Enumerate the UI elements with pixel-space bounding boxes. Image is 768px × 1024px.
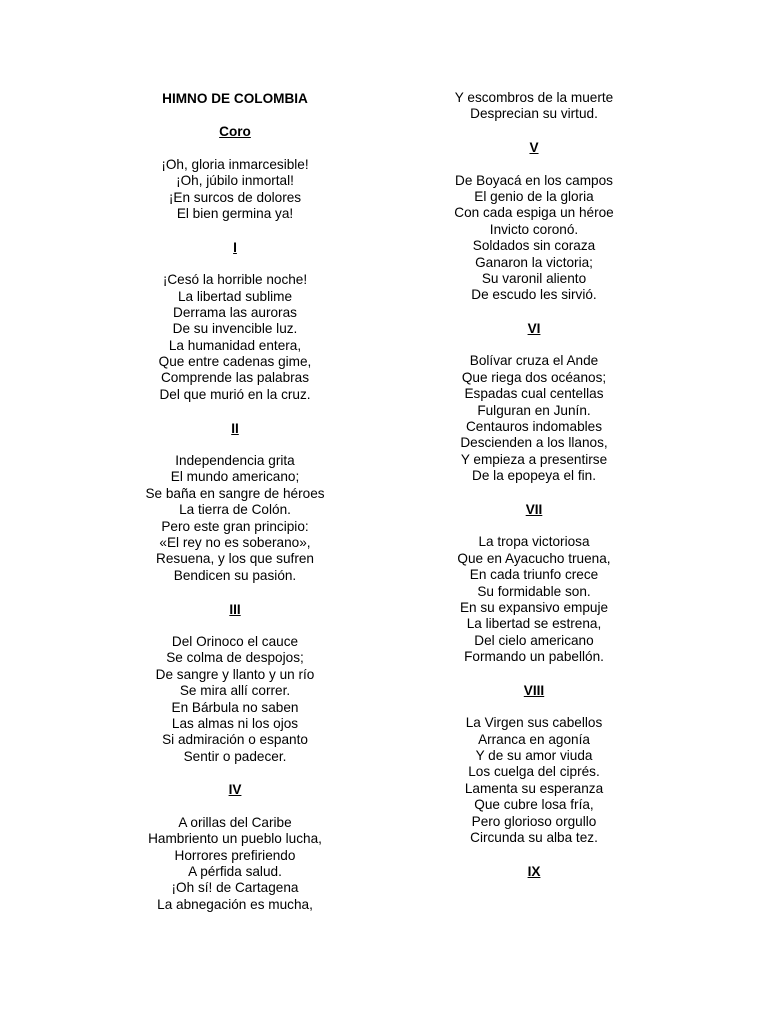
stanza-v bbox=[414, 173, 654, 304]
section-heading-vi: VI bbox=[527, 321, 541, 337]
verse-line: Se mira allí correr. bbox=[179, 683, 291, 699]
section-heading-viii: VIII bbox=[523, 682, 545, 698]
verse-line: Que entre cadenas gime, bbox=[158, 354, 312, 370]
verse-line: De Boyacá en los campos bbox=[455, 172, 613, 188]
verse-line: A orillas del Caribe bbox=[178, 814, 292, 830]
verse-line: La tierra de Colón. bbox=[179, 502, 291, 518]
section-heading-ii: II bbox=[231, 420, 239, 436]
verse-line: Que cubre losa fría, bbox=[474, 797, 594, 813]
verse-line: El genio de la gloria bbox=[474, 188, 594, 204]
verse-line: Del Orinoco el cauce bbox=[171, 633, 299, 649]
verse-line: Centauros indomables bbox=[465, 419, 603, 435]
section-heading-i: I bbox=[233, 239, 237, 255]
verse-line: Fulguran en Junín. bbox=[477, 402, 591, 418]
verse-line: De su invencible luz. bbox=[172, 321, 298, 337]
verse-line: En su expansivo empuje bbox=[459, 599, 609, 615]
verse-line: La abnegación es mucha, bbox=[157, 896, 313, 912]
verse-line: ¡Oh, gloria inmarcesible! bbox=[161, 156, 309, 172]
verse-line: ¡En surcos de dolores bbox=[168, 189, 302, 205]
verse-line: A pérfida salud. bbox=[188, 864, 282, 880]
verse-line: Y empieza a presentirse bbox=[460, 451, 608, 467]
verse-line: De escudo les sirvió. bbox=[471, 287, 597, 303]
stanza-iv bbox=[115, 815, 355, 913]
verse-line: En Bárbula no saben bbox=[171, 699, 299, 715]
anthem-title: HIMNO DE COLOMBIA bbox=[162, 91, 308, 106]
verse-line: Su formidable son. bbox=[477, 583, 591, 599]
section-heading-coro: Coro bbox=[219, 124, 251, 140]
verse-line: Del que murió en la cruz. bbox=[159, 386, 311, 402]
verse-line: Que en Ayacucho truena, bbox=[457, 550, 611, 566]
verse-line: Que riega dos océanos; bbox=[461, 369, 607, 385]
stanza-i bbox=[115, 272, 355, 403]
verse-line: Ganaron la victoria; bbox=[475, 254, 593, 270]
section-heading-vii: VII bbox=[525, 501, 543, 517]
verse-line: Resuena, y los que sufren bbox=[156, 551, 314, 567]
verse-line: El bien germina ya! bbox=[176, 205, 294, 221]
verse-line: Arranca en agonía bbox=[478, 731, 590, 747]
verse-line: Pero este gran principio: bbox=[161, 518, 309, 534]
verse-line: La Virgen sus cabellos bbox=[465, 715, 603, 731]
verse-line: Soldados sin coraza bbox=[472, 238, 596, 254]
verse-line: Del cielo americano bbox=[474, 632, 594, 648]
verse-line: La libertad sublime bbox=[177, 288, 293, 304]
verse-line: Se colma de despojos; bbox=[166, 650, 304, 666]
verse-line: Bendicen su pasión. bbox=[173, 567, 297, 583]
verse-line: Derrama las auroras bbox=[173, 304, 297, 320]
verse-line: ¡Oh sí! de Cartagena bbox=[171, 880, 299, 896]
verse-line: La tropa victoriosa bbox=[478, 534, 590, 550]
verse-line: ¡Cesó la horrible noche! bbox=[162, 272, 308, 288]
stanza-coro bbox=[115, 157, 355, 223]
verse-line: Si admiración o espanto bbox=[162, 732, 308, 748]
stanza-iv-continuation bbox=[414, 90, 654, 123]
verse-line: De sangre y llanto y un río bbox=[155, 666, 315, 682]
stanza-iii bbox=[115, 634, 355, 765]
stanza-ii bbox=[115, 453, 355, 584]
section-heading-v: V bbox=[529, 140, 539, 156]
verse-line: Pero glorioso orgullo bbox=[471, 813, 597, 829]
verse-line: En cada triunfo crece bbox=[469, 567, 599, 583]
section-heading-iii: III bbox=[229, 601, 241, 617]
verse-line: ¡Oh, júbilo inmortal! bbox=[176, 173, 294, 189]
verse-line: Formando un pabellón. bbox=[464, 649, 604, 665]
verse-line: Circunda su alba tez. bbox=[470, 830, 598, 846]
verse-line: Independencia grita bbox=[175, 453, 295, 469]
verse-line: Los cuelga del ciprés. bbox=[468, 764, 600, 780]
verse-line: «El rey no es soberano», bbox=[159, 534, 311, 550]
section-heading-iv: IV bbox=[228, 782, 242, 798]
verse-line: Bolívar cruza el Ande bbox=[469, 353, 599, 369]
verse-line: Espadas cual centellas bbox=[464, 386, 604, 402]
verse-line: Y de su amor viuda bbox=[475, 748, 593, 764]
verse-line: Comprende las palabras bbox=[160, 370, 310, 386]
verse-line: Desprecian su virtud. bbox=[470, 106, 598, 122]
verse-line: Las almas ni los ojos bbox=[171, 715, 299, 731]
stanza-viii bbox=[414, 715, 654, 846]
verse-line: Lamenta su esperanza bbox=[464, 780, 604, 796]
verse-line: Se baña en sangre de héroes bbox=[145, 485, 325, 501]
section-heading-ix: IX bbox=[527, 863, 541, 879]
verse-line: Descienden a los llanos, bbox=[460, 435, 608, 451]
verse-line: Sentir o padecer. bbox=[183, 748, 287, 764]
verse-line: Horrores prefiriendo bbox=[174, 847, 296, 863]
verse-line: La humanidad entera, bbox=[168, 337, 302, 353]
right-column bbox=[414, 90, 654, 880]
verse-line: Hambriento un pueblo lucha, bbox=[148, 831, 322, 847]
stanza-vi bbox=[414, 353, 654, 484]
verse-line: Con cada espiga un héroe bbox=[454, 205, 614, 221]
verse-line: Invicto coronó. bbox=[489, 221, 579, 237]
verse-line: El mundo americano; bbox=[170, 469, 300, 485]
verse-line: Y escombros de la muerte bbox=[454, 90, 614, 105]
verse-line: La libertad se estrena, bbox=[466, 616, 602, 632]
verse-line: De la epopeya el fin. bbox=[472, 468, 596, 484]
left-column bbox=[115, 90, 355, 913]
verse-line: Su varonil aliento bbox=[481, 270, 587, 286]
stanza-vii bbox=[414, 534, 654, 665]
